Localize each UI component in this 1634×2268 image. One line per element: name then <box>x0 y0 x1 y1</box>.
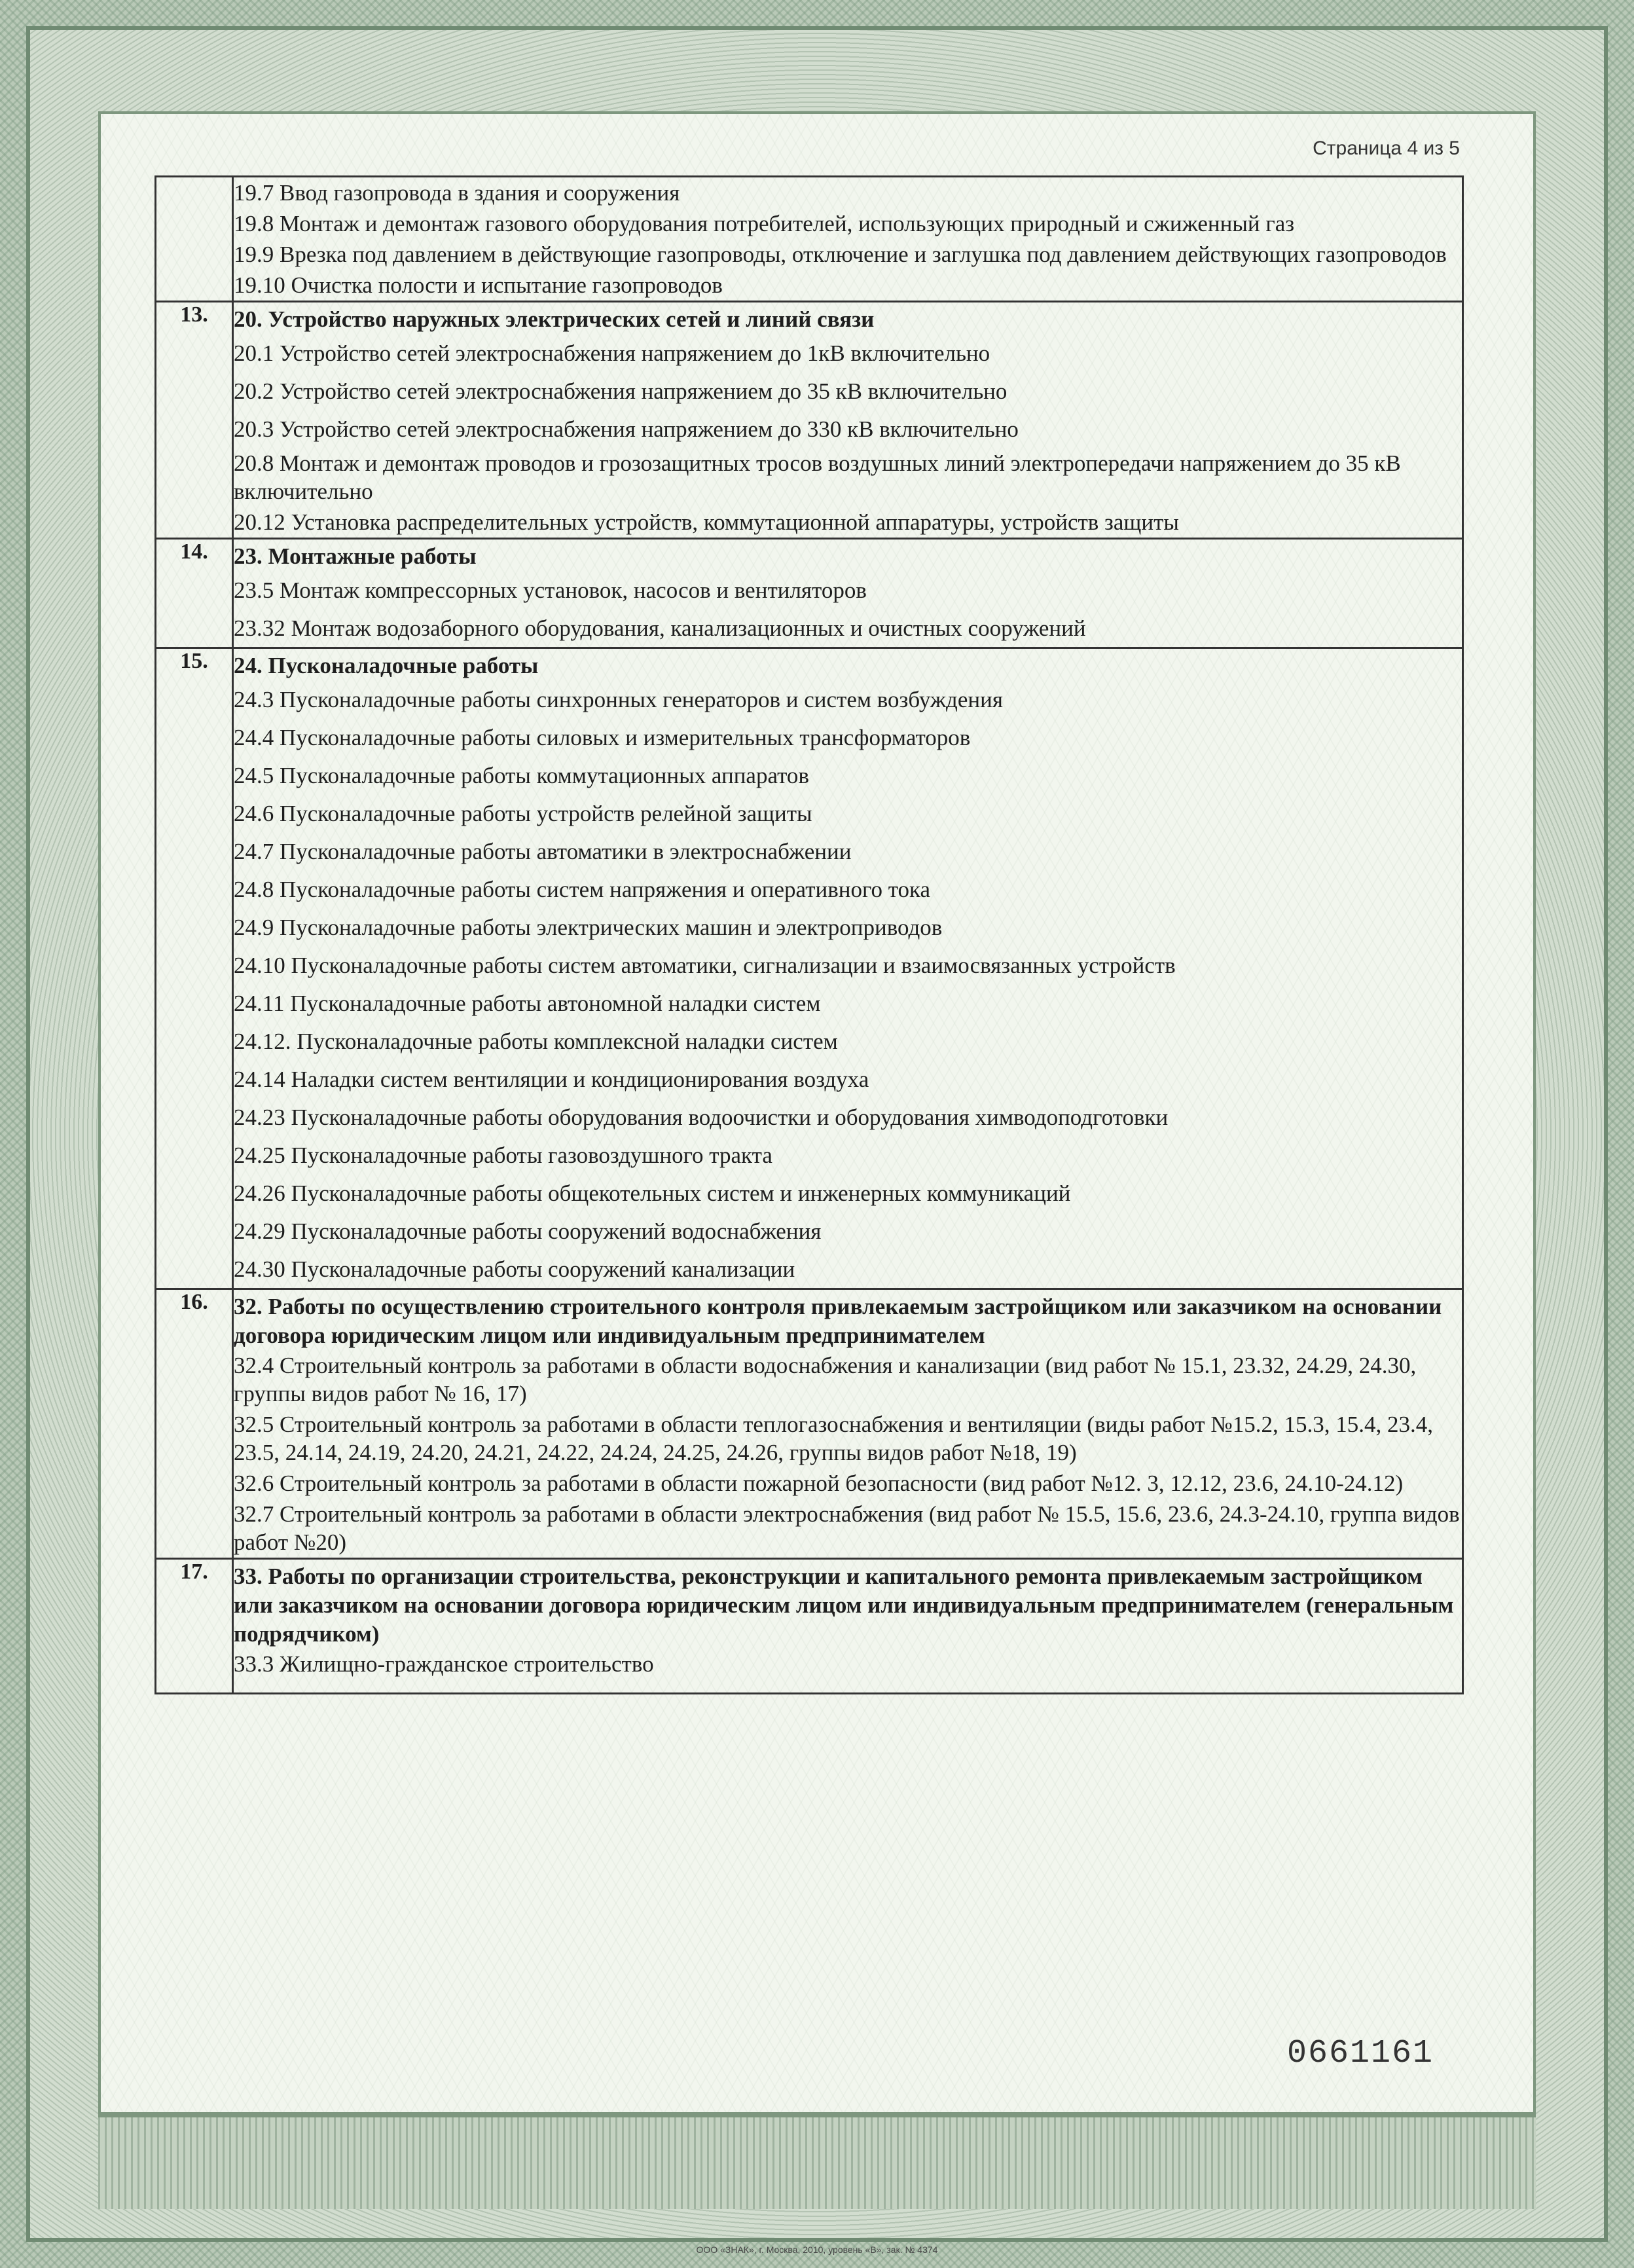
list-item: 24.12. Пусконаладочные работы комплексной наладки систем <box>234 1029 838 1054</box>
list-item: 24.7 Пусконаладочные работы автоматики в электроснабжении <box>234 839 852 864</box>
list-item: 24.8 Пусконаладочные работы систем напряжения и оперативного тока <box>234 877 931 902</box>
list-item: 24.23 Пусконаладочные работы оборудования водоочистки и оборудования химводоподготовки <box>234 1105 1169 1130</box>
row-content <box>233 539 1463 648</box>
row-content <box>233 177 1463 302</box>
list-item: 24.10 Пусконаладочные работы систем автоматики, сигнализации и взаимосвязанных устройств <box>234 953 1176 978</box>
guilloche-border-bottom <box>98 2115 1536 2209</box>
list-item: 19.10 Очистка полости и испытание газопроводов <box>234 272 723 298</box>
list-item: 32.4 Строительный контроль за работами в области водоснабжения и канализации (вид работ № 15.1, 23.32, 24.29, 24.30, группы видов работ № 16, 17) <box>234 1353 1417 1406</box>
row-number <box>156 177 233 302</box>
serial-number: 0661161 <box>1286 2035 1434 2072</box>
table-row <box>156 1289 1463 1559</box>
table-row <box>156 302 1463 539</box>
row-content <box>233 1289 1463 1559</box>
list-item: 24.6 Пусконаладочные работы устройств релейной защиты <box>234 801 812 826</box>
section-heading: 24. Пусконаладочные работы <box>234 653 539 678</box>
row-number: 15. <box>156 648 233 1289</box>
list-item: 24.29 Пусконаладочные работы сооружений водоснабжения <box>234 1218 822 1244</box>
list-item: 20.3 Устройство сетей электроснабжения напряжением до 330 кВ включительно <box>234 416 1019 442</box>
list-item: 32.7 Строительный контроль за работами в области электроснабжения (вид работ № 15.5, 15.6, 23.6, 24.3-24.10, группа видов работ №20) <box>234 1501 1460 1555</box>
list-item: 24.26 Пусконаладочные работы общекотельных систем и инженерных коммуникаций <box>234 1180 1071 1206</box>
section-heading: 32. Работы по осуществлению строительного контроля привлекаемым застройщиком или заказчиком на основании договора юридическим лицом или индивидуальным предпринимателем <box>234 1294 1442 1348</box>
row-number: 16. <box>156 1289 233 1559</box>
section-heading: 23. Монтажные работы <box>234 543 477 569</box>
section-heading: 33. Работы по организации строительства, реконструкции и капитального ремонта привлекаемым застройщиком или заказчиком на основании договора юридическим лицом или индивидуальным предпринимателем (генеральным подрядчиком) <box>234 1564 1454 1647</box>
work-types-table <box>154 175 1464 1694</box>
list-item: 24.9 Пусконаладочные работы электрических машин и электроприводов <box>234 915 943 940</box>
list-item: 20.1 Устройство сетей электроснабжения напряжением до 1кВ включительно <box>234 340 990 366</box>
list-item: 24.11 Пусконаладочные работы автономной наладки систем <box>234 991 821 1016</box>
list-item: 20.8 Монтаж и демонтаж проводов и грозозащитных тросов воздушных линий электропередачи напряжением до 35 кВ включительно <box>234 450 1401 504</box>
list-item: 19.8 Монтаж и демонтаж газового оборудования потребителей, использующих природный и сжиженный газ <box>234 211 1295 236</box>
row-content <box>233 648 1463 1289</box>
row-content <box>233 302 1463 539</box>
page-number: Страница 4 из 5 <box>1313 137 1460 159</box>
table-row <box>156 648 1463 1289</box>
list-item: 19.9 Врезка под давлением в действующие газопроводы, отключение и заглушка под давлением действующих газопроводов <box>234 242 1447 267</box>
row-number: 17. <box>156 1559 233 1694</box>
list-item: 24.30 Пусконаладочные работы сооружений канализации <box>234 1256 795 1282</box>
row-number: 14. <box>156 539 233 648</box>
section-heading: 20. Устройство наружных электрических сетей и линий связи <box>234 306 875 332</box>
list-item: 24.25 Пусконаладочные работы газовоздушного тракта <box>234 1143 772 1168</box>
printer-imprint: ООО «ЗНАК», г. Москва, 2010, уровень «В», зак. № 4374 <box>696 2244 938 2255</box>
table-row <box>156 1559 1463 1694</box>
list-item: 24.4 Пусконаладочные работы силовых и измерительных трансформаторов <box>234 725 971 750</box>
list-item: 24.3 Пусконаладочные работы синхронных генераторов и систем возбуждения <box>234 687 1003 712</box>
list-item: 24.14 Наладки систем вентиляции и кондиционирования воздуха <box>234 1067 869 1092</box>
row-number: 13. <box>156 302 233 539</box>
list-item: 20.2 Устройство сетей электроснабжения напряжением до 35 кВ включительно <box>234 378 1008 404</box>
list-item: 24.5 Пусконаладочные работы коммутационных аппаратов <box>234 763 809 788</box>
list-item: 23.5 Монтаж компрессорных установок, насосов и вентиляторов <box>234 577 867 603</box>
list-item: 23.32 Монтаж водозаборного оборудования, канализационных и очистных сооружений <box>234 615 1086 641</box>
list-item: 32.5 Строительный контроль за работами в области теплогазоснабжения и вентиляции (виды работ №15.2, 15.3, 15.4, 23.4, 23.5, 24.14, 24.19, 24.20, 24.21, 24.22, 24.24, 24.25, 24.26, группы видов работ №18, 19) <box>234 1412 1433 1465</box>
table-row <box>156 177 1463 302</box>
list-item: 19.7 Ввод газопровода в здания и сооружения <box>234 180 680 206</box>
list-item: 33.3 Жилищно-гражданское строительство <box>234 1651 654 1677</box>
list-item: 20.12 Установка распределительных устройств, коммутационной аппаратуры, устройств защиты <box>234 509 1179 535</box>
row-content <box>233 1559 1463 1694</box>
table-row <box>156 539 1463 648</box>
list-item: 32.6 Строительный контроль за работами в области пожарной безопасности (вид работ №12. 3, 12.12, 23.6, 24.10-24.12) <box>234 1471 1404 1496</box>
